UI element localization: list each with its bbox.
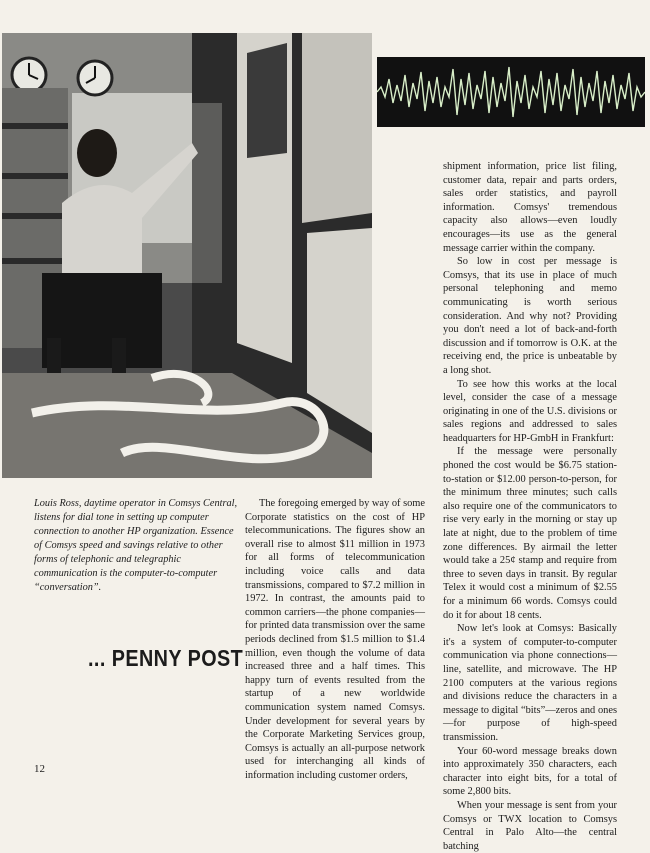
paragraph: If the message were personally phoned the cost would be $6.75 station-to-station or $12.00 person-to-person, for the minimum three minutes; such calls also require one of the communicators to rise very early in the morning or stay up late at night, due to the problem of time zone differences. By airmail the letter would take a 25¢ stamp and require from three to seven days in transit. By regular Telex it would cost a minimum of $2.55 for a minimum 66 words. Comsys could do it for about 18 cents. xyxy=(443,446,617,621)
page-number: 12 xyxy=(34,763,45,775)
article-column-right xyxy=(443,160,617,853)
article-column-middle xyxy=(245,497,425,782)
waveform-icon xyxy=(377,57,645,127)
paragraph: Your 60-word message breaks down into approximately 350 characters, each character into eight bits, for a total of some 2,800 bits. xyxy=(443,745,617,798)
paragraph: So low in cost per message is Comsys, that its use in place of much personal telephoning and memo communicating is worth serious consideration. And why not? Providing you don't need a lot of back-and-forth discussion and if tomorrow is O.K. at the receiving end, the price is unbeatable by a long shot. xyxy=(443,256,617,376)
photo-operator-icon xyxy=(2,33,372,478)
operator-photo xyxy=(2,33,372,478)
paragraph: Now let's look at Comsys: Basically it's a system of computer-to-computer communication via phone connections—line, satellite, and microwave. The HP 2100 computers at the various regions and divisions reduce the characters in a message to digital “bits”—zeros and ones—for purpose of high-speed transmission. xyxy=(443,623,617,743)
paragraph: When your message is sent from your Comsys or TWX location to Comsys Central in Palo Alto—the central batching xyxy=(443,799,617,852)
paragraph: The foregoing emerged by way of some Corporate statistics on the cost of HP telecommunications. The figures show an overall rise to almost $11 million in 1973 for all forms of telecommunication including voice calls and data transmissions, compared to $7.2 million in 1972. In contrast, the amounts paid to common carriers—the phone companies—for printed data transmission over the same periods declined from $1.5 million to $1.4 million, even though the volume of data increased three and a half times. This happy turn of events resulted from the startup of a new worldwide communication system named Comsys. Under development for several years by the Corporate Marketing Services group, Comsys is actually an all-purpose network used for interchanging all kinds of information including customer orders, xyxy=(245,498,426,781)
paragraph: shipment information, price list filing, customer data, repair and parts orders, sales order statistics, and payroll information. Comsys' tremendous capacity also allows—even loudly encourages—its use as the general message carrier within the company. xyxy=(443,161,617,254)
waveform-strip xyxy=(377,57,645,127)
photo-caption: Louis Ross, daytime operator in Comsys Central, listens for dial tone in setting up computer connection to another HP organization. Essence of Comsys speed and savings relative to other forms of telephonic and telegraphic communication is the computer-to-computer “conversation”. xyxy=(34,498,238,593)
section-headline: ... PENNY POST xyxy=(88,645,244,671)
paragraph: To see how this works at the local level, consider the case of a message originating in one of the U.S. divisions or sales regions and addressed to sales headquarters for HP-GmbH in Frankfurt: xyxy=(443,378,617,444)
